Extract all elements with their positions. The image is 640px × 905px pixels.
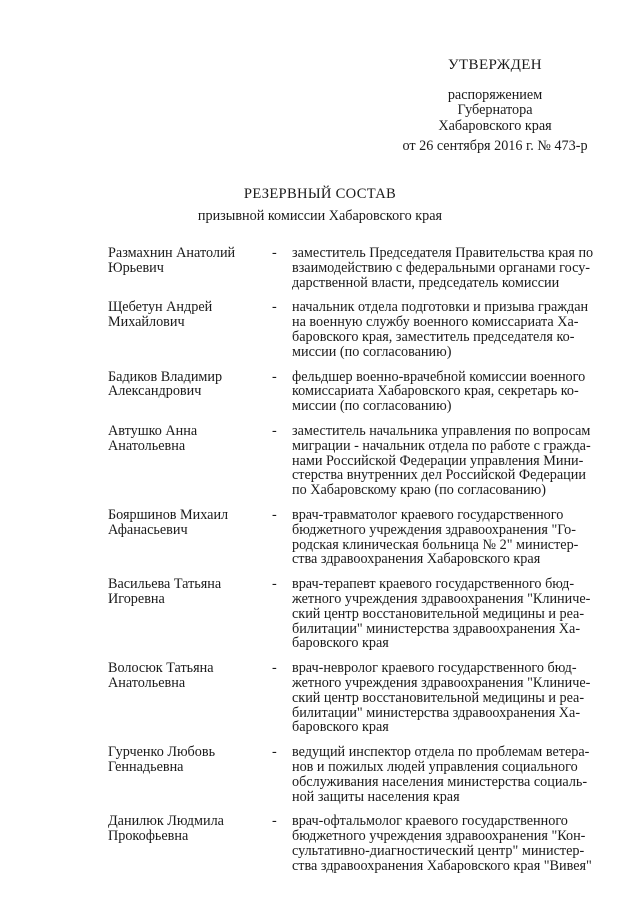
member-role-line: дарственной власти, председатель комиссии xyxy=(292,274,560,291)
member-row xyxy=(108,246,616,290)
member-name-line: Афанасьевич xyxy=(108,521,188,538)
member-name-line: Васильева Татьяна xyxy=(108,576,222,593)
member-name-line: Александрович xyxy=(108,383,202,400)
member-dash: - xyxy=(272,813,277,830)
member-row xyxy=(108,745,616,804)
member-dash: - xyxy=(272,660,277,677)
member-dash: - xyxy=(272,576,277,593)
member-role-line: взаимодействию с федеральными органами госу- xyxy=(292,259,591,276)
member-role-line: ной защиты населения края xyxy=(292,788,460,805)
member-role-line: по Хабаровскому краю (по согласованию) xyxy=(292,482,546,499)
member-role-line: врач-терапевт краевого государственного бюд- xyxy=(292,576,575,593)
approval-line: распоряжением xyxy=(447,86,543,103)
member-name-line: Автушко Анна xyxy=(108,422,198,439)
member-role-line: заместитель Председателя Правительства края по xyxy=(292,245,594,261)
member-role-line: родская клиническая больница № 2" министер- xyxy=(292,536,579,553)
member-role-line: ведущий инспектор отдела по проблемам ветера- xyxy=(292,744,590,761)
approval-date: от 26 сентября 2016 г. № 473-р xyxy=(402,138,588,154)
member-role-line: ства здравоохранения Хабаровского края "Вивея" xyxy=(292,857,592,874)
member-name xyxy=(108,814,272,873)
approval-line: Хабаровского края xyxy=(438,117,552,134)
member-dash: - xyxy=(272,506,277,523)
member-role-line: обслуживания населения министерства социаль- xyxy=(292,773,588,790)
member-dash: - xyxy=(272,299,277,316)
member-role-line: бюджетного учреждения здравоохранения "Го- xyxy=(292,521,577,538)
member-role-line: жетного учреждения здравоохранения "Клиниче- xyxy=(292,674,591,691)
member-name xyxy=(108,424,272,498)
member-role xyxy=(292,661,616,735)
member-dash: - xyxy=(272,744,277,761)
document-title xyxy=(0,186,640,225)
member-dash: - xyxy=(272,422,277,439)
member-row xyxy=(108,370,616,414)
title-subtitle: призывной комиссии Хабаровского края xyxy=(197,208,443,224)
member-role-line: врач-офтальмолог краевого государственного xyxy=(292,813,568,830)
member-role-line: баровского края xyxy=(292,635,389,652)
member-row xyxy=(108,577,616,651)
member-name-line: Бадиков Владимир xyxy=(108,368,223,385)
member-role-line: сультативно-диагностический центр" министер- xyxy=(292,842,585,859)
member-role xyxy=(292,246,616,290)
members-list xyxy=(108,246,616,883)
member-role-line: билитации" министерства здравоохранения Ха- xyxy=(292,620,581,637)
member-role-line: бюджетного учреждения здравоохранения "Кон- xyxy=(292,828,586,845)
member-name-line: Щебетун Андрей xyxy=(108,299,213,316)
member-row xyxy=(108,508,616,567)
member-role-line: миссии (по согласованию) xyxy=(292,343,452,360)
member-name-line: Анатольевна xyxy=(108,437,186,454)
member-role-line: комиссариата Хабаровского края, секретарь ко- xyxy=(292,383,579,400)
member-role-line: нами Российской Федерации управления Мини- xyxy=(292,452,584,469)
member-role xyxy=(292,577,616,651)
member-row xyxy=(108,814,616,873)
member-name-line: Прокофьевна xyxy=(108,828,189,845)
member-name-line: Данилюк Людмила xyxy=(108,813,224,830)
member-role-line: баровского края xyxy=(292,719,389,736)
member-name xyxy=(108,577,272,651)
title-main: РЕЗЕРВНЫЙ СОСТАВ xyxy=(243,186,397,202)
member-name-line: Бояршинов Михаил xyxy=(108,506,229,523)
member-name xyxy=(108,745,272,804)
member-row xyxy=(108,661,616,735)
member-name-line: Гурченко Любовь xyxy=(108,744,216,761)
member-role-line: нов и пожилых людей управления социального xyxy=(292,758,578,775)
member-role-line: ский центр восстановительной медицины и реа- xyxy=(292,689,585,706)
member-role-line: заместитель начальника управления по вопросам xyxy=(292,422,591,439)
member-name-line: Волосюк Татьяна xyxy=(108,660,214,677)
member-role-line: стерства внутренних дел Российской Федерации xyxy=(292,467,586,484)
member-name xyxy=(108,661,272,735)
member-dash: - xyxy=(272,245,277,261)
member-name xyxy=(108,300,272,359)
approval-line: Губернатора xyxy=(457,102,533,118)
member-role xyxy=(292,508,616,567)
member-role-line: миссии (по согласованию) xyxy=(292,398,452,415)
member-role-line: фельдшер военно-врачебной комиссии военного xyxy=(292,368,586,385)
member-role xyxy=(292,424,616,498)
member-role-line: миграции - начальник отдела по работе с гражда- xyxy=(292,437,591,454)
member-dash: - xyxy=(272,368,277,385)
member-name-line: Геннадьевна xyxy=(108,758,184,775)
member-name-line: Размахнин Анатолий xyxy=(108,245,236,261)
member-name xyxy=(108,370,272,414)
member-name-line: Игоревна xyxy=(108,590,165,607)
member-row xyxy=(108,424,616,498)
member-name-line: Анатольевна xyxy=(108,674,186,691)
member-role xyxy=(292,745,616,804)
member-row xyxy=(108,300,616,359)
member-role-line: жетного учреждения здравоохранения "Клиниче- xyxy=(292,590,591,607)
approval-block xyxy=(400,58,590,155)
member-name-line: Михайлович xyxy=(108,314,185,331)
member-name xyxy=(108,246,272,290)
approval-stamp: УТВЕРЖДЕН xyxy=(447,57,543,73)
member-role-line: ский центр восстановительной медицины и реа- xyxy=(292,605,585,622)
member-name-line: Юрьевич xyxy=(108,259,164,276)
member-role-line: ства здравоохранения Хабаровского края xyxy=(292,551,541,568)
member-role-line: врач-невролог краевого государственного бюд- xyxy=(292,660,577,677)
member-role-line: баровского края, заместитель председателя ко- xyxy=(292,328,575,345)
member-role-line: на военную службу военного комиссариата Ха- xyxy=(292,314,579,331)
member-role xyxy=(292,814,616,873)
member-role xyxy=(292,300,616,359)
member-role-line: билитации" министерства здравоохранения Ха- xyxy=(292,704,581,721)
member-role-line: начальник отдела подготовки и призыва граждан xyxy=(292,299,589,316)
member-role xyxy=(292,370,616,414)
member-role-line: врач-травматолог краевого государственного xyxy=(292,506,564,523)
member-name xyxy=(108,508,272,567)
